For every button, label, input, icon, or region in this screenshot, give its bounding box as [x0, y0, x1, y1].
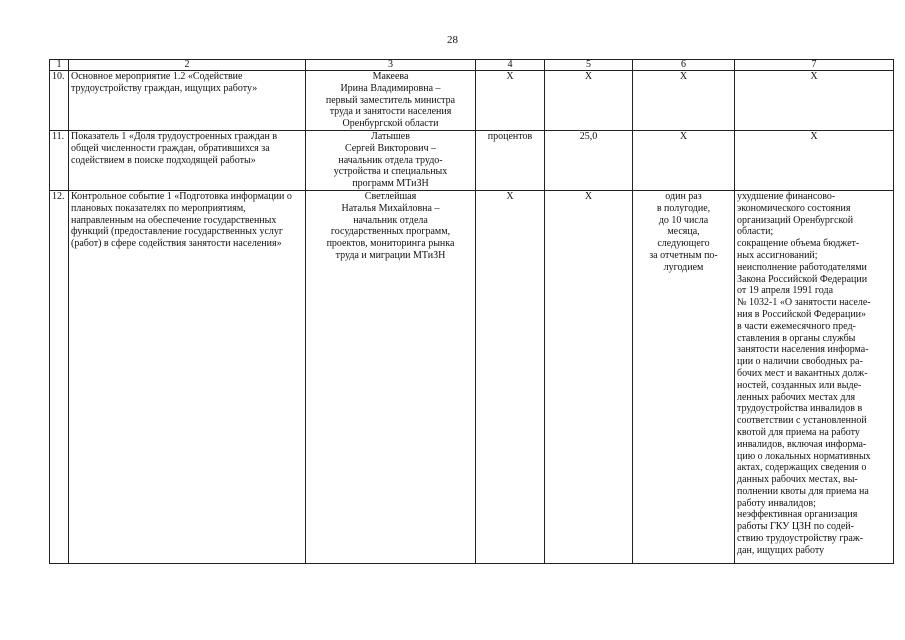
row-period: один раз в полугодие, до 10 числа месяца, следующего за отчетным по- лугодием	[633, 190, 735, 563]
row-responsible: Светлейшая Наталья Михайловна – начальник отдела государственных программ, проектов, мониторинга рынка труда и миграции МТиЗН	[306, 190, 476, 563]
row-period: Х	[633, 71, 735, 131]
row-risks: Х	[735, 71, 894, 131]
row-responsible: Латышев Сергей Викторович – начальник отдела трудо- устройства и специальных программ МТиЗН	[306, 130, 476, 190]
row-value: 25,0	[545, 130, 633, 190]
header-cell-5: 5	[545, 60, 633, 71]
table-header-row	[50, 60, 894, 71]
header-cell-4: 4	[476, 60, 545, 71]
table-row	[50, 71, 894, 131]
row-risks: Х	[735, 130, 894, 190]
page-number: 28	[447, 34, 458, 46]
header-cell-7: 7	[735, 60, 894, 71]
row-value: Х	[545, 190, 633, 563]
header-cell-3: 3	[306, 60, 476, 71]
row-number: 12.	[50, 190, 69, 563]
table-row	[50, 190, 894, 563]
row-unit: Х	[476, 190, 545, 563]
row-number: 10.	[50, 71, 69, 131]
row-responsible: Макеева Ирина Владимировна – первый заместитель министра труда и занятости населения Оренбургской области	[306, 71, 476, 131]
row-risks: ухудшение финансово- экономического состояния организаций Оренбургской области; сокращение объема бюджет- ных ассигнований; неисполнение работодателями Закона Российской Федерации от 19 апреля 1991 года № 1032-1 «О занятости населе- ния в Российской Федерации» в части ежемесячного пред- ставления в органы службы занятости населения информа- ции о наличии свободных ра- бочих мест и вакантных долж- ностей, созданных или выде- ленных рабочих местах для трудоустройства инвалидов в соответствии с установленной квотой для приема на работу инвалидов, включая информа- цию о локальных нормативных актах, содержащих сведения о данных рабочих местах, вы- полнении квоты для приема на работу инвалидов; неэффективная организация работы ГКУ ЦЗН по содей- ствию трудоустройству граж- дан, ищущих работу	[735, 190, 894, 563]
plan-table	[49, 59, 894, 564]
row-name: Контрольное событие 1 «Подготовка информации о плановых показателях по мероприятиям, направленным на обеспечение государственных функций (предоставление государственных услуг (работ) в сфере содействия занятости населения»	[69, 190, 306, 563]
row-name: Показатель 1 «Доля трудоустроенных граждан в общей численности граждан, обратившихся за содействием в поиске подходящей работы»	[69, 130, 306, 190]
table-row	[50, 130, 894, 190]
row-period: Х	[633, 130, 735, 190]
row-number: 11.	[50, 130, 69, 190]
header-cell-6: 6	[633, 60, 735, 71]
header-cell-2: 2	[69, 60, 306, 71]
row-name: Основное мероприятие 1.2 «Содействие трудоустройству граждан, ищущих работу»	[69, 71, 306, 131]
row-value: Х	[545, 71, 633, 131]
header-cell-1: 1	[50, 60, 69, 71]
row-unit: процентов	[476, 130, 545, 190]
row-unit: Х	[476, 71, 545, 131]
